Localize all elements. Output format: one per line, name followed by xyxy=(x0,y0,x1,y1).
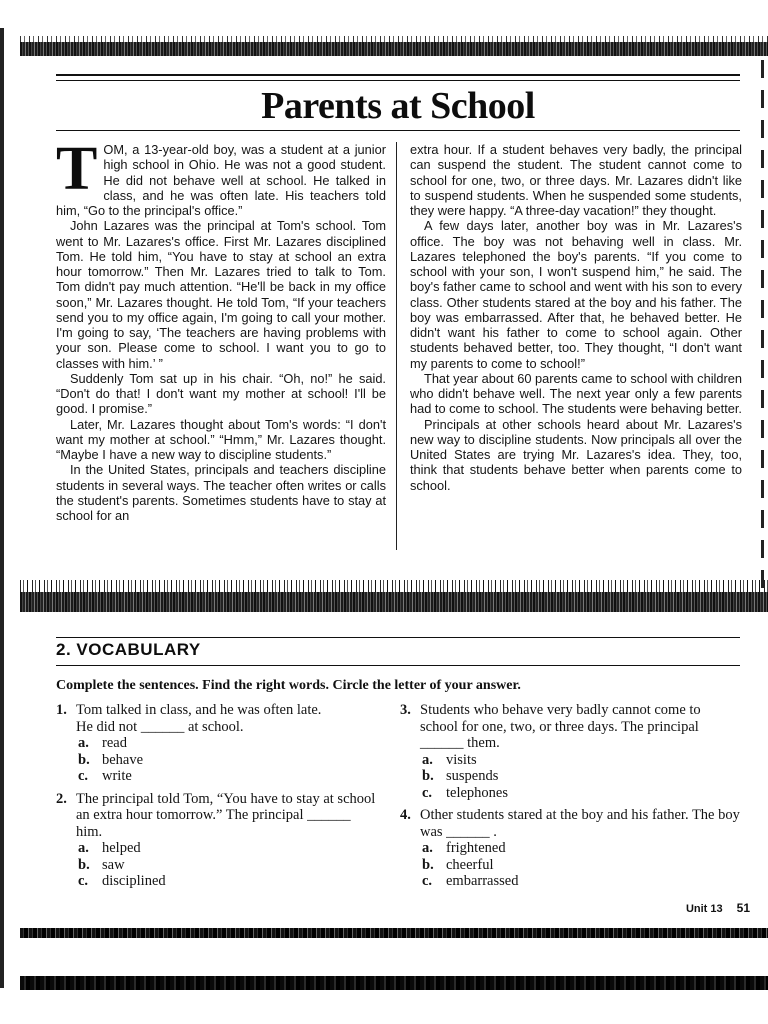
story-paragraph: John Lazares was the principal at Tom's school. Tom went to Mr. Lazares's office. First Mr. Lazares disciplined Tom. He told him, “You have to stay at school an extra hour tomorrow.” Then Mr. Lazares tried to talk to Tom. Tom didn't pay much attention. “He'll be back in my office soon,” Mr. Lazares thought. He told Tom, “If your teachers send you to my office again, I'm going to call your mother. I'm going to say, ‘The teachers are having problems with your son. Please come to school. I want you to go to classes with him.’ ” xyxy=(56,218,386,371)
option-letter: c. xyxy=(422,784,433,801)
questions-right-column xyxy=(400,702,740,896)
option-text: read xyxy=(102,735,127,751)
story-paragraph: Principals at other schools heard about Mr. Lazares's new way to discipline students. Now principals all over the United States are trying Mr. Lazares's idea. They, too, think that students behave better when parents come to school. xyxy=(410,416,742,493)
option-text: visits xyxy=(446,751,477,768)
decorative-top-border xyxy=(20,42,768,56)
article-title: Parents at School xyxy=(261,85,535,127)
title-rule-top-thin xyxy=(56,80,740,81)
unit-label: Unit 13 xyxy=(685,903,723,915)
page-number: 51 xyxy=(736,901,750,915)
answer-option-3b[interactable] xyxy=(422,768,740,785)
option-text: frightened xyxy=(446,840,506,856)
option-letter: a. xyxy=(422,840,433,856)
option-letter: a. xyxy=(422,751,433,768)
exercise-instructions: Complete the sentences. Find the right words. Circle the letter of your answer. xyxy=(56,678,521,693)
option-letter: c. xyxy=(78,873,89,889)
question-1 xyxy=(56,702,376,785)
question-stem: Other students stared at the boy and his father. The boy was ______ . xyxy=(420,807,740,840)
option-text: suspends xyxy=(446,768,499,784)
option-text: embarrassed xyxy=(446,873,519,889)
answer-option-3c[interactable] xyxy=(422,785,740,802)
story-paragraph: That year about 60 parents came to school with children who didn't behave well. The next year only a few parents had to come to school. The students were behaving better. xyxy=(410,370,742,417)
section-heading: 2. VOCABULARY xyxy=(56,640,201,659)
answer-option-2a[interactable] xyxy=(78,840,376,857)
option-letter: b. xyxy=(78,856,90,873)
answer-option-2c[interactable] xyxy=(78,873,376,890)
option-text: saw xyxy=(102,856,125,873)
decorative-bottom-border xyxy=(20,928,768,938)
column-divider xyxy=(396,142,397,550)
story-paragraph: extra hour. If a student behaves very badly, the principal can suspend the student. The student cannot come to school for one, two, or three days. Mr. Lazares didn't like to suspend students. When he suspended some students, they were happy. “A three-day vacation!” they thought. xyxy=(410,142,742,218)
story-paragraph: In the United States, principals and teachers discipline students in several ways. The teacher often writes or calls the student's parents. Sometimes students have to stay at school for an xyxy=(56,462,386,523)
question-body xyxy=(76,791,376,890)
question-number: 3. xyxy=(400,702,411,718)
answer-option-4a[interactable] xyxy=(422,840,740,857)
decorative-bottom-edge xyxy=(20,976,768,990)
story-left-column xyxy=(56,135,386,523)
question-2 xyxy=(56,791,376,890)
question-body xyxy=(420,702,740,801)
answer-option-2b[interactable] xyxy=(78,857,376,874)
question-number: 4. xyxy=(400,807,411,823)
vocab-rule-bottom xyxy=(56,665,740,666)
story-paragraph: OM, a 13-year-old boy, was a student at a junior high school in Ohio. He was not a good student. He did not behave well at school. He talked in class, and he was often late. His teachers told him, “Go to the principal's office.” xyxy=(56,142,386,218)
answer-option-1c[interactable] xyxy=(78,768,376,785)
title-rule-top xyxy=(56,74,740,76)
vocab-rule-top xyxy=(56,637,740,638)
story-paragraph: A few days later, another boy was in Mr. Lazares's office. The boy was not behaving well in class. Mr. Lazares telephoned the boy's parents. “If you come to school with your son, I won't suspend him,” he said. The boy's father came to school and went with his son to every class. Other students stared at the boy and his father. The boy was embarrassed. After that, he behaved better. He didn't want his father to come to school again. Other students behaved better, too. They thought, “I don't want my parents to come to school!” xyxy=(410,218,742,371)
question-number: 1. xyxy=(56,702,67,718)
scan-right-edge xyxy=(761,60,764,600)
question-stem: Students who behave very badly cannot come to school for one, two, or three days. The principal ______ them. xyxy=(420,702,701,751)
option-letter: a. xyxy=(78,840,89,856)
story-right-column xyxy=(410,142,742,493)
option-letter: a. xyxy=(78,735,89,751)
option-text: helped xyxy=(102,840,141,856)
questions-left-column xyxy=(56,702,376,896)
answer-option-4b[interactable] xyxy=(422,857,740,874)
option-text: behave xyxy=(102,751,144,768)
option-letter: b. xyxy=(78,751,90,768)
question-stem: Tom talked in class, and he was often late. He did not ______ at school. xyxy=(76,702,322,735)
decorative-section-divider xyxy=(20,592,768,612)
page-footer xyxy=(686,901,750,915)
question-3 xyxy=(400,702,740,801)
option-letter: c. xyxy=(78,768,89,784)
story-paragraph: Suddenly Tom sat up in his chair. “Oh, no!” he said. “Don't do that! I don't want my mother at school! I'll be good. I promise.” xyxy=(56,370,386,417)
question-body xyxy=(420,807,740,890)
title-rule-bottom xyxy=(56,130,740,131)
answer-option-1a[interactable] xyxy=(78,735,376,752)
story-paragraph: Later, Mr. Lazares thought about Tom's words: “I don't want my mother at school.” “Hmm,” Mr. Lazares thought. “Maybe I have a new way to discipline students.” xyxy=(56,416,386,462)
option-letter: b. xyxy=(422,856,434,873)
option-text: write xyxy=(102,768,132,784)
question-stem: The principal told Tom, “You have to stay at school an extra hour tomorrow.” The principal ______ him. xyxy=(76,790,376,840)
question-4 xyxy=(400,807,740,890)
option-text: cheerful xyxy=(446,856,494,873)
answer-option-3a[interactable] xyxy=(422,752,740,769)
question-body xyxy=(76,702,376,785)
option-text: telephones xyxy=(446,784,509,801)
answer-option-4c[interactable] xyxy=(422,873,740,890)
scan-left-edge xyxy=(0,28,4,988)
answer-option-1b[interactable] xyxy=(78,752,376,769)
option-text: disciplined xyxy=(102,873,166,889)
question-number: 2. xyxy=(56,790,67,807)
drop-cap: T xyxy=(56,135,98,203)
option-letter: c. xyxy=(422,873,433,889)
option-letter: b. xyxy=(422,768,434,784)
